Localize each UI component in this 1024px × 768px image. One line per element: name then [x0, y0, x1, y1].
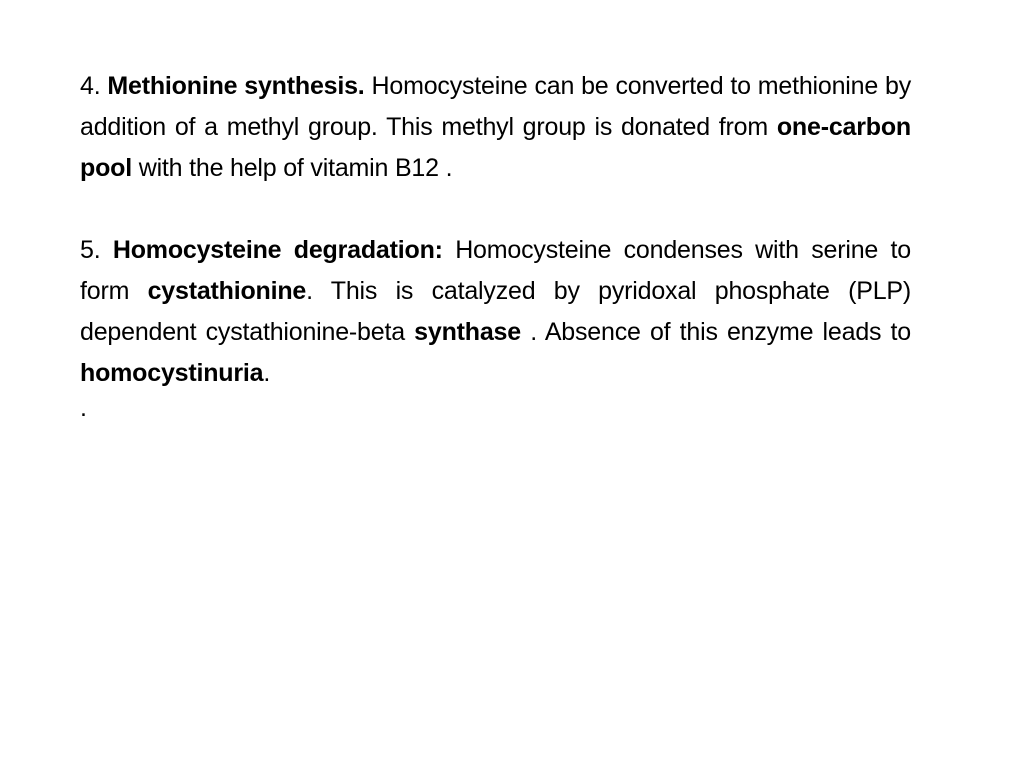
term-synthase: synthase	[414, 318, 521, 346]
item-heading: Methionine synthesis.	[107, 72, 365, 100]
paragraph-homocysteine-degradation	[80, 230, 911, 394]
term-one-carbon-pool: one-carbon pool	[80, 113, 911, 182]
item-number: 5.	[80, 236, 101, 264]
body-text: with the help of vitamin B12 .	[138, 154, 453, 182]
term-homocystinuria: homocystinuria	[80, 359, 264, 387]
item-number: 4.	[80, 72, 101, 100]
body-text: Homocysteine can be converted to methionine by addition of a methyl group. This methyl group is donated from	[80, 72, 912, 141]
body-text: . Absence of this enzyme leads to	[530, 318, 912, 346]
paragraph-gap	[80, 189, 911, 230]
trailing-mark: .	[80, 394, 87, 422]
paragraph-methionine-synthesis	[80, 66, 911, 189]
body-text: Homocysteine condenses with serine to form	[80, 236, 911, 305]
item-heading: Homocysteine degradation:	[112, 236, 443, 264]
body-text: . This is catalyzed by pyridoxal phosphate (PLP) dependent cystathionine-beta	[80, 277, 912, 346]
body-text: .	[263, 359, 271, 387]
slide-body	[80, 66, 911, 422]
term-cystathionine: cystathionine	[147, 277, 307, 305]
